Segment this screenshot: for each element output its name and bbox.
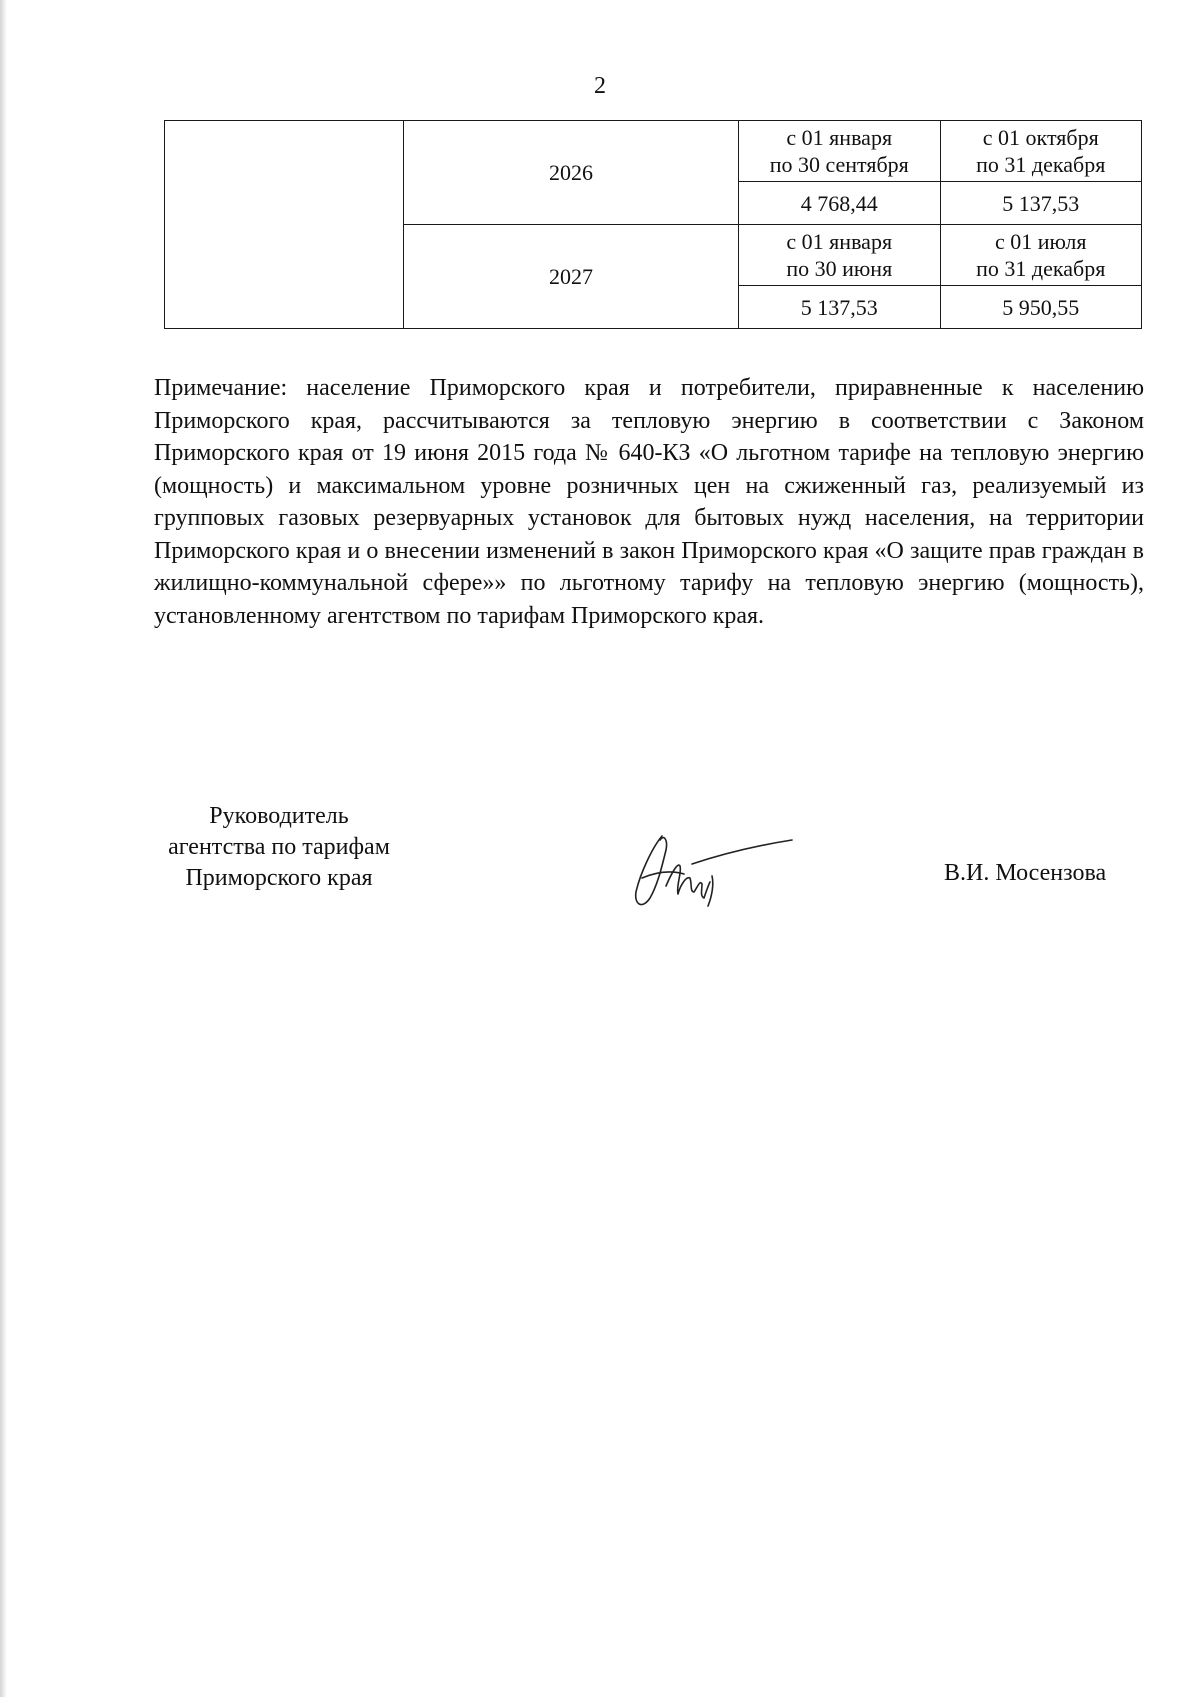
period-start: с 01 октября: [982, 125, 1099, 150]
year-cell: 2027: [404, 225, 739, 329]
period-start: с 01 июля: [994, 229, 1087, 254]
period-end: по 31 декабря: [976, 256, 1106, 281]
period-end: по 30 сентября: [769, 152, 909, 177]
tariff-value-cell: 5 137,53: [739, 286, 941, 329]
period-cell: [739, 121, 941, 182]
year-cell: 2026: [404, 121, 739, 225]
table-row: [165, 121, 1142, 182]
signatory-title-line: Руководитель: [209, 803, 349, 829]
period-end: по 31 декабря: [976, 152, 1106, 177]
period-start: с 01 января: [786, 125, 893, 150]
period-cell: [940, 121, 1142, 182]
tariff-table: [164, 120, 1142, 329]
empty-cell: [165, 121, 404, 329]
period-end: по 30 июня: [786, 256, 893, 281]
scan-edge-shadow: [0, 0, 7, 1697]
tariff-value-cell: 4 768,44: [739, 182, 941, 225]
period-cell: [739, 225, 941, 286]
signatory-title: [148, 801, 410, 894]
note-paragraph: Примечание: население Приморского края и потребители, приравненные к населению Приморского края, рассчитываются за тепловую энергию в соответствии с Законом Приморского края от 19 июня 2015 года № 640-КЗ «О льготном тарифе на тепловую энергию (мощность) и максимальном уровне розничных цен на сжиженный газ, реализуемый из групповых газовых резервуарных установок для бытовых нужд населения, на территории Приморского края и о внесении изменений в закон Приморского края «О защите прав граждан в жилищно-коммунальной сфере»» по льготному тарифу на тепловую энергию (мощность), установленному агентством по тарифам Приморского края.: [154, 375, 1144, 629]
page-number: 2: [594, 73, 606, 99]
signatory-name: В.И. Мосензова: [944, 860, 1107, 886]
tariff-value-cell: 5 950,55: [940, 286, 1142, 329]
signatory-title-line: Приморского края: [185, 865, 373, 891]
period-start: с 01 января: [786, 229, 893, 254]
period-cell: [940, 225, 1142, 286]
signatory-title-line: агентства по тарифам: [168, 834, 390, 860]
tariff-value-cell: 5 137,53: [940, 182, 1142, 225]
handwritten-signature: [632, 826, 802, 916]
